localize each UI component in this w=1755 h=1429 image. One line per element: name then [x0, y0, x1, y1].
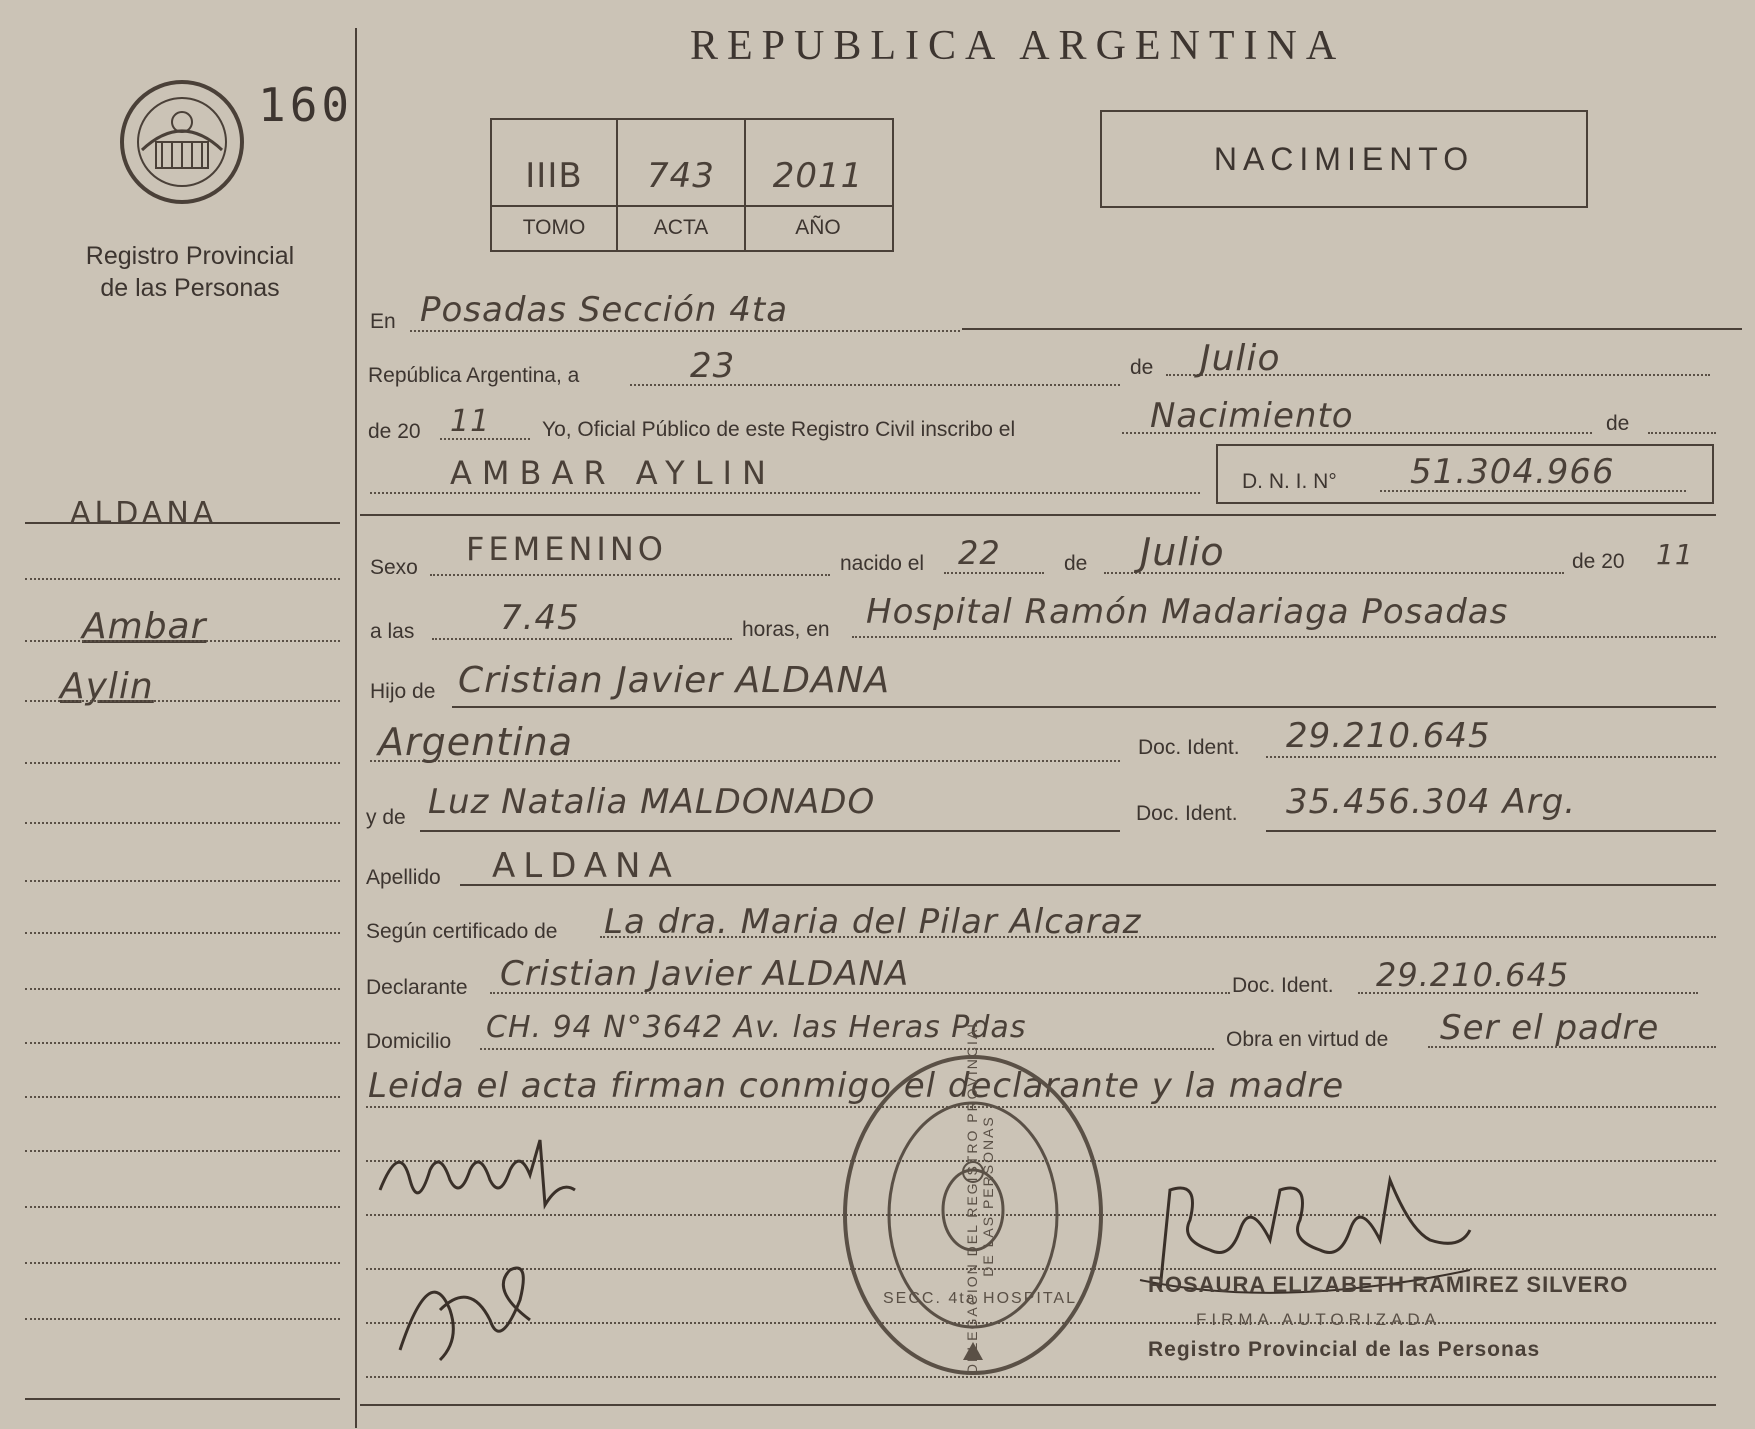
field-certificado: La dra. Maria del Pilar Alcaraz	[604, 902, 1142, 942]
label-de20b: de 20	[1572, 550, 1625, 573]
field-anio-nac: 11	[1656, 538, 1694, 571]
margin-rule	[25, 762, 340, 764]
declarante-signature	[370, 1120, 590, 1230]
margin-rule	[25, 880, 340, 882]
margin-rule	[25, 578, 340, 580]
label-hijo-de: Hijo de	[370, 680, 436, 703]
page-number: 160	[258, 78, 354, 132]
margin-name1: Ambar	[82, 606, 207, 647]
field-domicilio: CH. 94 N°3642 Av. las Heras Pdas	[486, 1010, 1027, 1045]
field-doc-declarante: 29.210.645	[1376, 956, 1570, 994]
field-dia-inscr: 23	[690, 346, 736, 386]
label-en: En	[370, 310, 396, 333]
field-madre: Luz Natalia MALDONADO	[428, 782, 876, 822]
margin-surname-line	[25, 522, 340, 524]
label-de20: de 20	[368, 420, 421, 443]
field-acto: Nacimiento	[1150, 396, 1354, 436]
register-row-divider	[490, 205, 892, 207]
label-dni: D. N. I. N°	[1242, 470, 1337, 493]
label-doc-ident3: Doc. Ident.	[1232, 974, 1334, 997]
country-title: REPUBLICA ARGENTINA	[690, 23, 1346, 69]
field-obra: Ser el padre	[1440, 1008, 1660, 1048]
field-leida: Leida el acta firman conmigo el declarante y la madre	[368, 1066, 1345, 1106]
margin-rule	[25, 1262, 340, 1264]
column-divider	[355, 28, 357, 1428]
field-line	[1266, 756, 1716, 758]
field-apellido: ALDANA	[492, 846, 680, 886]
field-doc-padre: 29.210.645	[1286, 716, 1491, 756]
field-line	[852, 636, 1716, 638]
field-line	[1648, 432, 1716, 434]
label-declarante: Declarante	[366, 976, 468, 999]
field-line	[410, 330, 960, 332]
official-role: FIRMA AUTORIZADA	[1196, 1310, 1441, 1329]
label-republica: República Argentina, a	[368, 364, 580, 387]
field-mes-nac: Julio	[1140, 530, 1225, 574]
margin-rule	[25, 1206, 340, 1208]
acta-value: 743	[647, 156, 715, 196]
label-horas-en: horas, en	[742, 618, 830, 641]
section-divider	[360, 514, 1716, 516]
field-line	[420, 830, 1120, 832]
label-nacido-el: nacido el	[840, 552, 925, 575]
margin-rule	[25, 1042, 340, 1044]
label-apellido: Apellido	[366, 866, 441, 889]
bottom-line	[360, 1404, 1716, 1406]
field-declarante: Cristian Javier ALDANA	[500, 954, 910, 994]
label-a-las: a las	[370, 620, 415, 643]
field-lugar-nac: Hospital Ramón Madariaga Posadas	[866, 592, 1509, 632]
tomo-value: IIIB	[525, 156, 583, 196]
field-line	[962, 328, 1742, 330]
field-dni: 51.304.966	[1410, 452, 1615, 492]
label-de2: de	[1064, 552, 1088, 575]
field-line	[1266, 830, 1716, 832]
field-sexo: FEMENINO	[466, 530, 667, 568]
label-doc-ident: Doc. Ident.	[1138, 736, 1240, 759]
registry-title-line1: Registro Provincial	[85, 242, 295, 270]
anio-label: AÑO	[795, 216, 841, 239]
margin-rule	[25, 640, 340, 642]
acta-label: ACTA	[653, 216, 709, 239]
label-yo-oficial: Yo, Oficial Público de este Registro Civil inscribo el	[542, 418, 1016, 441]
doc-type-box	[1100, 110, 1588, 208]
margin-rule	[25, 1150, 340, 1152]
field-nombre: AMBAR AYLIN	[450, 454, 776, 492]
stamp-text-center: SECC. 4ta HOSPITAL	[883, 1290, 1077, 1307]
doc-type-label: NACIMIENTO	[1213, 140, 1475, 177]
anio-value: 2011	[772, 156, 864, 196]
field-line	[370, 492, 1200, 494]
margin-rule	[25, 1318, 340, 1320]
field-hora: 7.45	[500, 598, 580, 638]
margin-rule	[25, 700, 340, 702]
field-mes-inscr: Julio	[1200, 338, 1281, 379]
label-sexo: Sexo	[370, 556, 418, 579]
label-y-de: y de	[366, 806, 406, 829]
label-de: de	[1130, 356, 1154, 379]
field-nacionalidad-padre: Argentina	[378, 720, 574, 764]
stamp-text-top: DELEGACION DEL REGISTRO PROVINCIAL DE LAS PERSONAS	[964, 1017, 996, 1375]
label-de-end: de	[1606, 412, 1630, 435]
field-lugar: Posadas Sección 4ta	[420, 290, 789, 330]
field-line	[430, 574, 830, 576]
field-dia-nac: 22	[958, 534, 1001, 572]
margin-rule	[25, 932, 340, 934]
tomo-label: TOMO	[522, 216, 586, 239]
margin-rule	[25, 988, 340, 990]
official-registry: Registro Provincial de las Personas	[1148, 1338, 1541, 1361]
province-seal	[112, 72, 252, 212]
field-line	[452, 706, 1716, 708]
margin-name2: Aylin	[60, 666, 154, 707]
registry-title-line2: de las Personas	[100, 274, 280, 302]
field-anio-inscr: 11	[450, 404, 491, 439]
label-domicilio: Domicilio	[366, 1030, 452, 1053]
margin-rule	[25, 822, 340, 824]
margin-surname: ALDANA	[70, 496, 218, 531]
field-line	[944, 572, 1044, 574]
label-segun: Según certificado de	[366, 920, 558, 943]
label-doc-ident2: Doc. Ident.	[1136, 802, 1238, 825]
label-obra: Obra en virtud de	[1226, 1028, 1389, 1051]
official-name: ROSAURA ELIZABETH RAMIREZ SILVERO	[1148, 1272, 1629, 1297]
field-doc-madre: 35.456.304 Arg.	[1286, 782, 1577, 822]
margin-rule	[25, 1096, 340, 1098]
field-line	[432, 638, 732, 640]
margin-bottom-line	[25, 1398, 340, 1400]
mother-signature	[380, 1220, 580, 1370]
field-padre: Cristian Javier ALDANA	[458, 660, 891, 701]
